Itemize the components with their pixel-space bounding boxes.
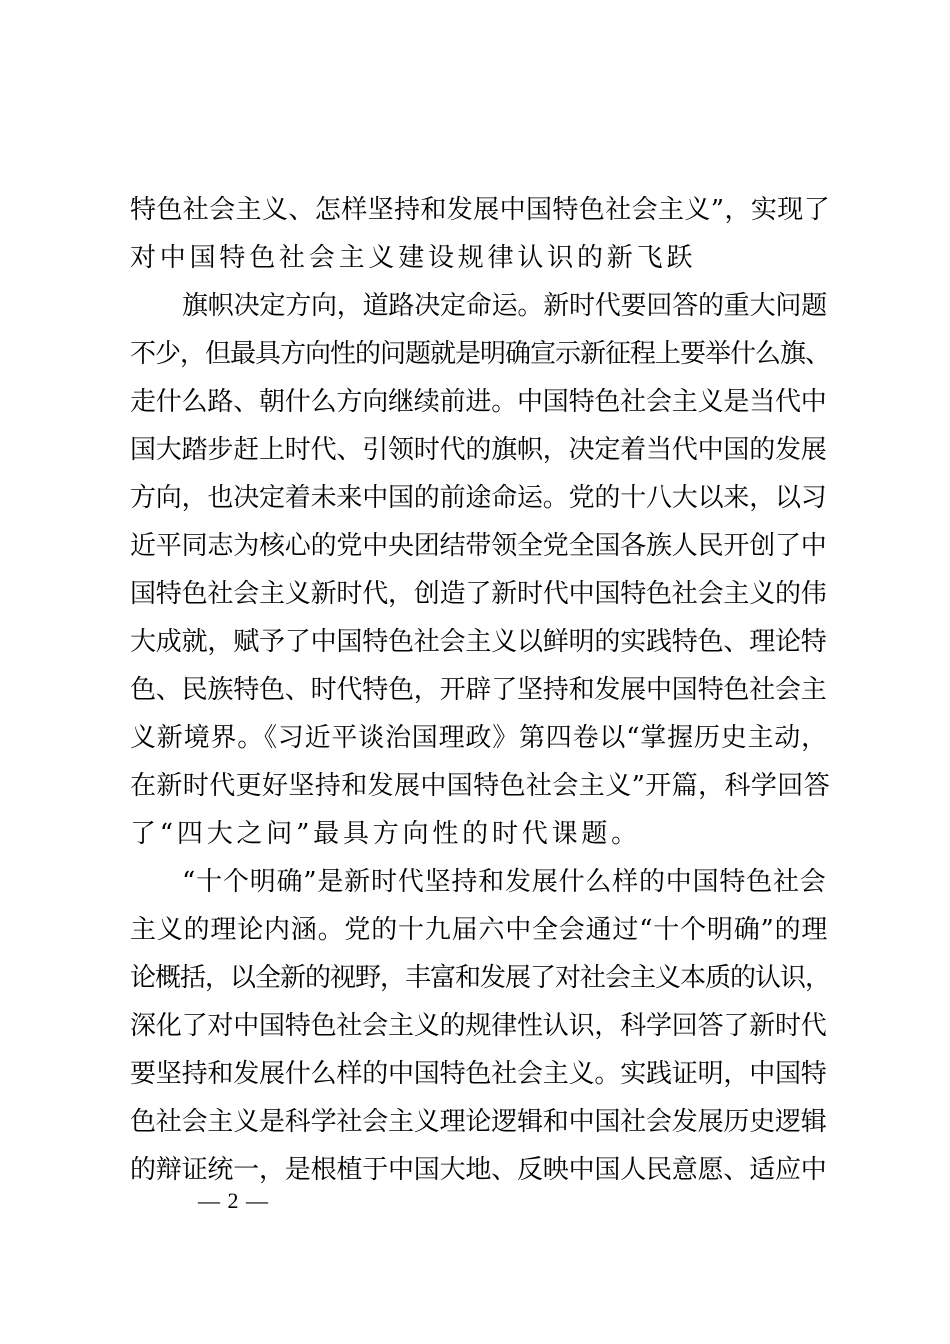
paragraph-3-line-6: 色社会主义是科学社会主义理论逻辑和中国社会发展历史逻辑 bbox=[130, 1107, 827, 1137]
paragraph-3-line-5: 要坚持和发展什么样的中国特色社会主义。实践证明，中国特 bbox=[130, 1059, 827, 1089]
paragraph-2-line-11: 在新时代更好坚持和发展中国特色社会主义”开篇，科学回答 bbox=[130, 771, 831, 801]
paragraph-2-line-7: 国特色社会主义新时代，创造了新时代中国特色社会主义的伟 bbox=[130, 579, 827, 609]
paragraph-2-line-4: 国大踏步赶上时代、引领时代的旗帜，决定着当代中国的发展 bbox=[130, 435, 827, 465]
paragraph-2-line-1: 旗帜决定方向，道路决定命运。新时代要回答的重大问题 bbox=[182, 291, 828, 321]
paragraph-2-line-9: 色、民族特色、时代特色，开辟了坚持和发展中国特色社会主 bbox=[130, 675, 827, 705]
paragraph-2-line-6: 近平同志为核心的党中央团结带领全党全国各族人民开创了中 bbox=[130, 531, 827, 561]
paragraph-3-line-4: 深化了对中国特色社会主义的规律性认识，科学回答了新时代 bbox=[130, 1011, 827, 1041]
paragraph-1-line-1: 特色社会主义、怎样坚持和发展中国特色社会主义”，实现了 bbox=[130, 195, 831, 225]
paragraph-2-line-8: 大成就，赋予了中国特色社会主义以鲜明的实践特色、理论特 bbox=[130, 627, 827, 657]
paragraph-2-line-3: 走什么路、朝什么方向继续前进。中国特色社会主义是当代中 bbox=[130, 387, 827, 417]
paragraph-2-line-5: 方向，也决定着未来中国的前途命运。党的十八大以来，以习 bbox=[130, 483, 827, 513]
paragraph-2-line-10: 义新境界。《习近平谈治国理政》第四卷以“掌握历史主动， bbox=[130, 723, 828, 753]
paragraph-3-line-3: 论概括，以全新的视野，丰富和发展了对社会主义本质的认识， bbox=[130, 963, 831, 993]
paragraph-3-line-1: “十个明确”是新时代坚持和发展什么样的中国特色社会 bbox=[182, 867, 827, 897]
paragraph-1-line-2: 对中国特色社会主义建设规律认识的新飞跃 bbox=[130, 243, 697, 273]
page-number: — 2 — bbox=[198, 1188, 269, 1213]
paragraph-2-line-12: 了“四大之问”最具方向性的时代课题。 bbox=[130, 819, 641, 849]
paragraph-3-line-2: 主义的理论内涵。党的十九届六中全会通过“十个明确”的理 bbox=[130, 915, 829, 945]
paragraph-3-line-7: 的辩证统一，是根植于中国大地、反映中国人民意愿、适应中 bbox=[130, 1155, 827, 1185]
paragraph-2-line-2: 不少，但最具方向性的问题就是明确宣示新征程上要举什么旗、 bbox=[130, 339, 831, 369]
